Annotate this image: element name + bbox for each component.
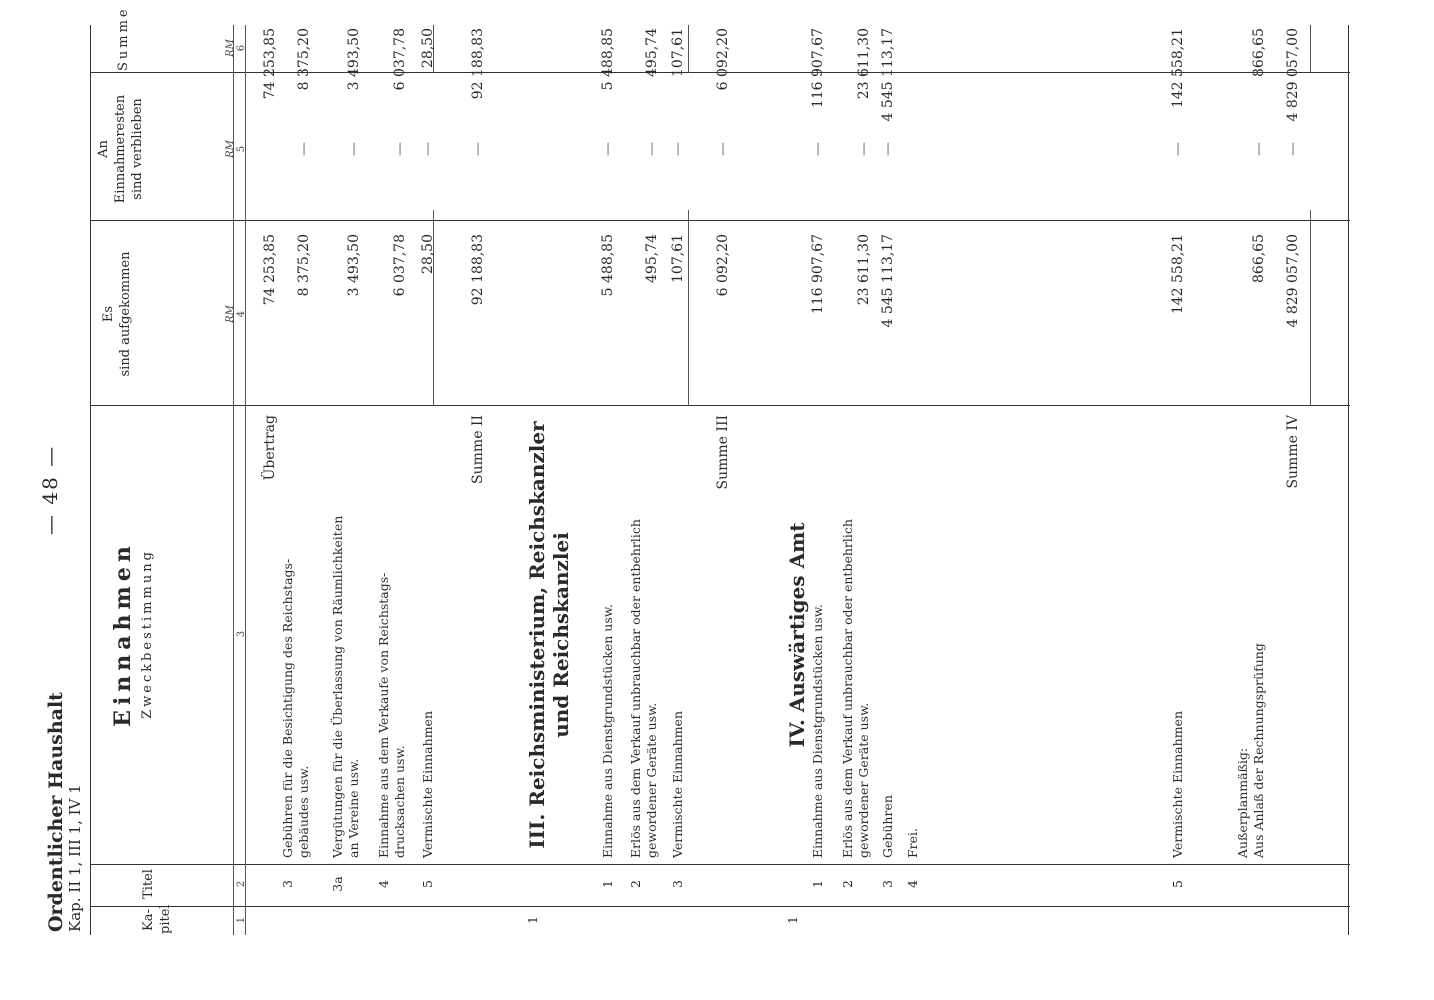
unit-col5: RM [225, 140, 236, 158]
header-einnahmereste: An Einnahmeresten sind verblieben [96, 94, 145, 204]
row-aufgekommen: 4 545 113,17 [880, 234, 896, 328]
row-aufgekommen: 6 092,20 [715, 234, 731, 297]
row-description: Gebühren [880, 795, 895, 858]
row-description: Vermischte Einnahmen [420, 711, 435, 858]
row-description: Gebühren für die Besichtigung des Reichstags- gebäudes usw. [280, 558, 311, 858]
row-titel: 1 [600, 880, 615, 888]
row-kapitel: 1 [525, 916, 540, 924]
row-kapitel: 1 [785, 916, 800, 924]
row-summe: 495,74 [644, 28, 660, 77]
side-credit [1420, 5, 1434, 995]
row-aufgekommen: 116 907,67 [810, 234, 826, 315]
row-summe: 3 493,50 [346, 28, 362, 91]
row-description: Einnahme aus dem Verkaufe von Reichstags- drucksachen usw. [376, 572, 407, 858]
row-description: Vermischte Einnahmen [1170, 711, 1185, 858]
header-summe: Summe [116, 6, 131, 71]
row-aufgekommen: 107,61 [670, 234, 686, 283]
row-aufgekommen: 92 188,83 [470, 234, 486, 306]
row-sum-label: Summe II [470, 415, 486, 484]
row-titel: 3a [330, 876, 345, 892]
row-description: Vergütungen für die Überlassung von Räumlichkeiten an Vereine usw. [330, 515, 361, 858]
row-einnahmereste: — [670, 142, 686, 156]
unit-col6: RM [225, 39, 236, 57]
row-einnahmereste: — [470, 142, 486, 156]
row-description: Erlös aus dem Verkauf unbrauchbar oder entbehrlich gewordener Geräte usw. [628, 519, 659, 858]
colnum-2: 2 [236, 880, 247, 888]
row-aufgekommen: 495,74 [644, 234, 660, 283]
row-aufgekommen: 8 375,20 [296, 234, 312, 297]
row-titel: 3 [880, 880, 895, 888]
row-titel: 4 [905, 880, 920, 888]
row-summe: 92 188,83 [470, 28, 486, 100]
header-zweck: Zweckbestimmung [140, 549, 155, 719]
row-titel: 4 [376, 880, 391, 888]
row-titel: 1 [810, 880, 825, 888]
row-summe: 5 488,85 [600, 28, 616, 91]
row-aufgekommen: 866,65 [1251, 234, 1267, 283]
header-title: Ordentlicher Haushalt [45, 692, 67, 932]
row-aufgekommen: 74 253,85 [262, 234, 278, 306]
row-description: Erlös aus dem Verkauf unbrauchbar oder entbehrlich gewordener Geräte usw. [840, 519, 871, 858]
row-titel: 2 [840, 880, 855, 888]
header-subtitle: Kap. II 1, III 1, IV 1 [66, 784, 84, 932]
row-summe: 4 829 057,00 [1285, 28, 1301, 122]
row-einnahmereste: — [810, 142, 826, 156]
row-einnahmereste: — [644, 142, 660, 156]
colnum-1: 1 [236, 916, 247, 924]
row-aufgekommen: 142 558,21 [1170, 234, 1186, 315]
header-kapitel: Ka- pitel [141, 904, 173, 934]
row-titel: 5 [1170, 880, 1185, 888]
row-einnahmereste: — [1251, 142, 1267, 156]
row-summe: 107,61 [670, 28, 686, 77]
row-einnahmereste: — [1170, 142, 1186, 156]
row-einnahmereste: — [346, 142, 362, 156]
row-einnahmereste: — [715, 142, 731, 156]
row-aufgekommen: 4 829 057,00 [1285, 234, 1301, 328]
row-einnahmereste: — [1285, 142, 1301, 156]
section-heading: IV. Auswärtiges Amt [785, 522, 809, 748]
row-description: Außerplanmäßig: Aus Anlaß der Rechnungsprüfung [1235, 643, 1266, 858]
row-titel: 3 [670, 880, 685, 888]
row-einnahmereste: — [420, 142, 436, 156]
row-einnahmereste: — [600, 142, 616, 156]
section-heading: III. Reichsministerium, Reichskanzler und Reichskanzlei [525, 421, 573, 849]
row-einnahmereste: — [392, 142, 408, 156]
row-aufgekommen: 6 037,78 [392, 234, 408, 297]
header-einnahmen: Einnahmen [110, 541, 136, 727]
row-aufgekommen: 3 493,50 [346, 234, 362, 297]
header-titel: Titel [141, 869, 156, 899]
row-summe: 116 907,67 [810, 28, 826, 109]
row-summe: 6 092,20 [715, 28, 731, 91]
row-summe: 74 253,85 [262, 28, 278, 100]
colnum-4: 4 [236, 310, 247, 318]
row-summe: 142 558,21 [1170, 28, 1186, 109]
row-einnahmereste: — [296, 142, 312, 156]
row-aufgekommen: 5 488,85 [600, 234, 616, 297]
row-einnahmereste: — [880, 142, 896, 156]
row-sum-label: Übertrag [262, 415, 278, 481]
row-sum-label: Summe III [715, 415, 731, 490]
row-aufgekommen: 23 611,30 [856, 234, 872, 306]
colnum-3: 3 [236, 630, 247, 638]
row-titel: 5 [420, 880, 435, 888]
row-description: Vermischte Einnahmen [670, 711, 685, 858]
row-titel: 2 [628, 880, 643, 888]
row-aufgekommen: 28,50 [420, 234, 436, 275]
unit-col4: RM [225, 305, 236, 323]
row-description: Einnahme aus Dienstgrundstücken usw. [810, 604, 825, 858]
header-aufgekommen: Es sind aufgekommen [101, 251, 133, 377]
row-summe: 28,50 [420, 28, 436, 69]
row-einnahmereste: — [856, 142, 872, 156]
row-summe: 8 375,20 [296, 28, 312, 91]
row-description: Einnahme aus Dienstgrundstücken usw. [600, 604, 615, 858]
row-titel: 3 [280, 880, 295, 888]
row-description: Frei. [905, 827, 920, 858]
row-summe: 23 611,30 [856, 28, 872, 100]
row-summe: 6 037,78 [392, 28, 408, 91]
colnum-6: 6 [236, 44, 247, 52]
colnum-5: 5 [236, 145, 247, 153]
row-sum-label: Summe IV [1285, 415, 1301, 489]
page-number: — 48 — [38, 444, 62, 535]
row-summe: 4 545 113,17 [880, 28, 896, 122]
row-summe: 866,65 [1251, 28, 1267, 77]
